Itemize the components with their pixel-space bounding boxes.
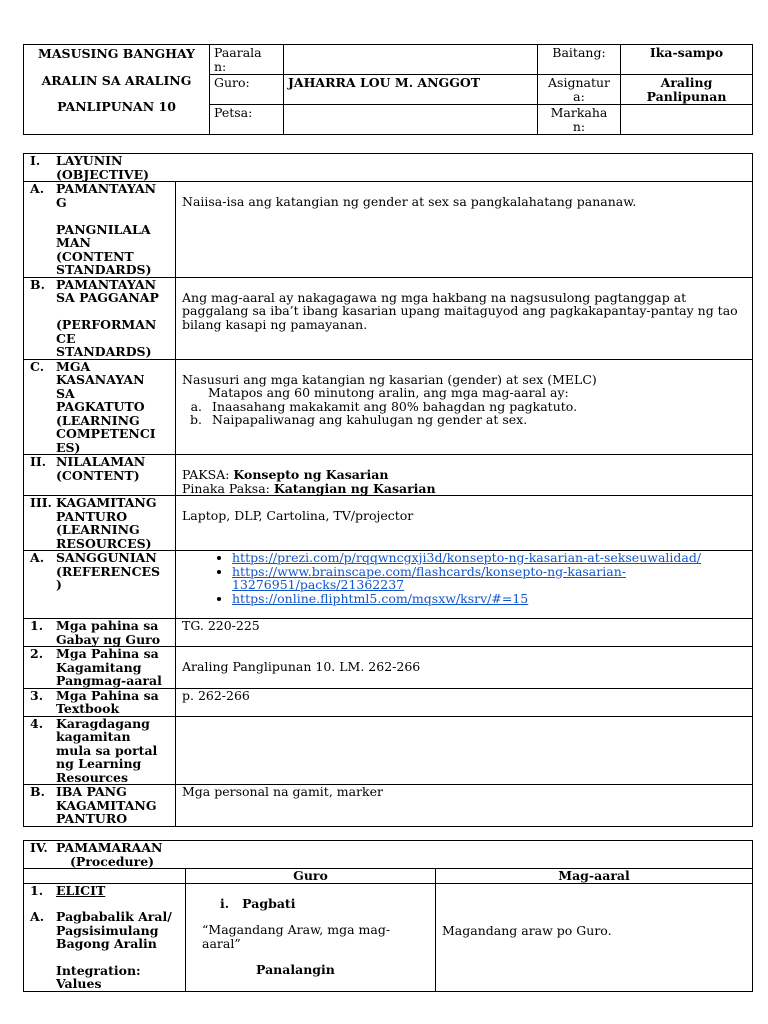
objectives-table: [23, 153, 753, 827]
competency-item: a. Inaasahang makakamit ang 80% bahagdan ng pagkatuto.: [206, 400, 746, 414]
paaralan-value: [284, 45, 538, 75]
petsa-value: [284, 105, 538, 135]
learning-resources-portal-value: [176, 716, 753, 785]
kagamitan-label: III. KAGAMITANG PANTURO (LEARNING RESOURCES): [24, 496, 176, 551]
title-line-3: PANLIPUNAN 10: [57, 99, 176, 114]
baitang-value: Ika-sampo: [621, 45, 753, 75]
references-label: A. SANGGUNIAN (REFERENCES ): [24, 551, 176, 619]
paaralan-label: Paarala n:: [210, 45, 284, 75]
layunin-heading: I. LAYUNIN (OBJECTIVE): [24, 154, 753, 182]
procedure-table: [23, 840, 753, 992]
asignatura-label: Asignatur a:: [538, 75, 621, 105]
nilalaman-label: II. NILALAMAN (CONTENT): [24, 455, 176, 496]
asignatura-value: Araling Panlipunan: [621, 75, 753, 105]
kagamitan-value: Laptop, DLP, Cartolina, TV/projector: [176, 496, 753, 551]
learning-competencies-label: C. MGA KASANAYAN SA PAGKATUTO (LEARNING COMPETENCI ES): [24, 359, 176, 455]
header-table: [23, 44, 753, 135]
guro-greeting: “Magandang Araw, mga mag- aaral”: [202, 922, 391, 951]
content-standards-value: Naiisa-isa ang katangian ng gender at sex sa pangkalahatang pananaw.: [176, 182, 753, 278]
guro-value: JAHARRA LOU M. ANGGOT: [284, 75, 538, 105]
gabay-guro-value: TG. 220-225: [176, 619, 753, 647]
performance-standards-value: Ang mag-aaral ay nakagagawa ng mga hakbang na nagsusulong pagtanggap at paggalang sa iba’t ibang kasarian upang maitaguyod ang pagkakapantay-pantay ng tao bilang kasapi ng pamayanan.: [176, 277, 753, 359]
reference-link-prezi[interactable]: https://prezi.com/p/rqqwncgxji3d/konsepto-ng-kasarian-at-sekseuwalidad/: [232, 550, 702, 565]
student-greeting: Magandang araw po Guro.: [442, 922, 612, 938]
learning-resources-portal-label: 4. Karagdagang kagamitan mula sa portal ng Learning Resources: [24, 716, 176, 785]
elicit-label: 1. ELICIT A. Pagbabalik Aral/ Pagsisimulang Bagong Aralin Integration: Values: [24, 883, 186, 991]
title-line-1: MASUSING BANGHAY: [38, 46, 195, 61]
paksa-value: Konsepto ng Kasarian: [233, 467, 389, 482]
column-guro: Guro: [186, 869, 436, 884]
competency-list: [182, 400, 746, 427]
title-line-2: ARALIN SA ARALING: [41, 72, 192, 88]
kagamitang-pangmag-aaral-label: 2. Mga Pahina sa Kagamitang Pangmag-aaral: [24, 647, 176, 689]
panalangin-heading: Panalangin: [256, 962, 335, 977]
guro-activity: i. Pagbati “Magandang Araw, mga mag- aaral” Panalangin: [186, 883, 436, 991]
kagamitang-pangmag-aaral-value: Araling Panglipunan 10. LM. 262-266: [176, 647, 753, 689]
mag-aaral-activity: [436, 883, 753, 991]
reference-link-brainscape[interactable]: https://www.brainscape.com/flashcards/konsepto-ng-kasarian-13276951/packs/21362237: [232, 563, 626, 592]
reference-links: [182, 551, 746, 605]
references-value: [176, 551, 753, 619]
performance-standards-label: B. PAMANTAYAN SA PAGGANAP (PERFORMAN CE STANDARDS): [24, 277, 176, 359]
gabay-guro-label: 1. Mga pahina sa Gabay ng Guro: [24, 619, 176, 647]
textbook-value: p. 262-266: [176, 688, 753, 716]
textbook-label: 3. Mga Pahina sa Textbook: [24, 688, 176, 716]
baitang-label: Baitang:: [538, 45, 621, 75]
nilalaman-value: PAKSA: Konsepto ng Kasarian Pinaka Paksa: Katangian ng Kasarian: [176, 455, 753, 496]
procedure-blank-header: [24, 869, 186, 884]
lesson-plan-title: [24, 45, 210, 135]
learning-competencies-value: Nasusuri ang mga katangian ng kasarian (gender) at sex (MELC) Matapos ang 60 minutong aralin, ang mga mag-aaral ay: a. Inaasahang makakamit ang 80% bahagdan ng pagkatuto. b. Naipapaliwanag ang kahulugan ng gender at sex.: [176, 359, 753, 455]
column-mag-aaral: Mag-aaral: [436, 869, 753, 884]
competency-item: b. Naipapaliwanag ang kahulugan ng gender at sex.: [206, 413, 746, 427]
pinaka-paksa-value: Katangian ng Kasarian: [273, 480, 436, 496]
iba-pang-kagamitan-label: B. IBA PANG KAGAMITANG PANTURO: [24, 785, 176, 827]
markahan-value: [621, 105, 753, 135]
elicit-title: ELICIT: [56, 883, 106, 898]
pagbati-heading: Pagbati: [242, 895, 296, 911]
content-standards-label: A. PAMANTAYAN G PANGNILALA MAN (CONTENT STANDARDS): [24, 182, 176, 278]
reference-link-fliphtml5[interactable]: https://online.fliphtml5.com/mqsxw/ksrv/#=15: [232, 590, 529, 606]
markahan-label: Markaha n:: [538, 105, 621, 135]
guro-label: Guro:: [210, 75, 284, 105]
pamamaraan-heading: IV. PAMAMARAAN (Procedure): [24, 841, 753, 869]
iba-pang-kagamitan-value: Mga personal na gamit, marker: [176, 785, 753, 827]
petsa-label: Petsa:: [210, 105, 284, 135]
